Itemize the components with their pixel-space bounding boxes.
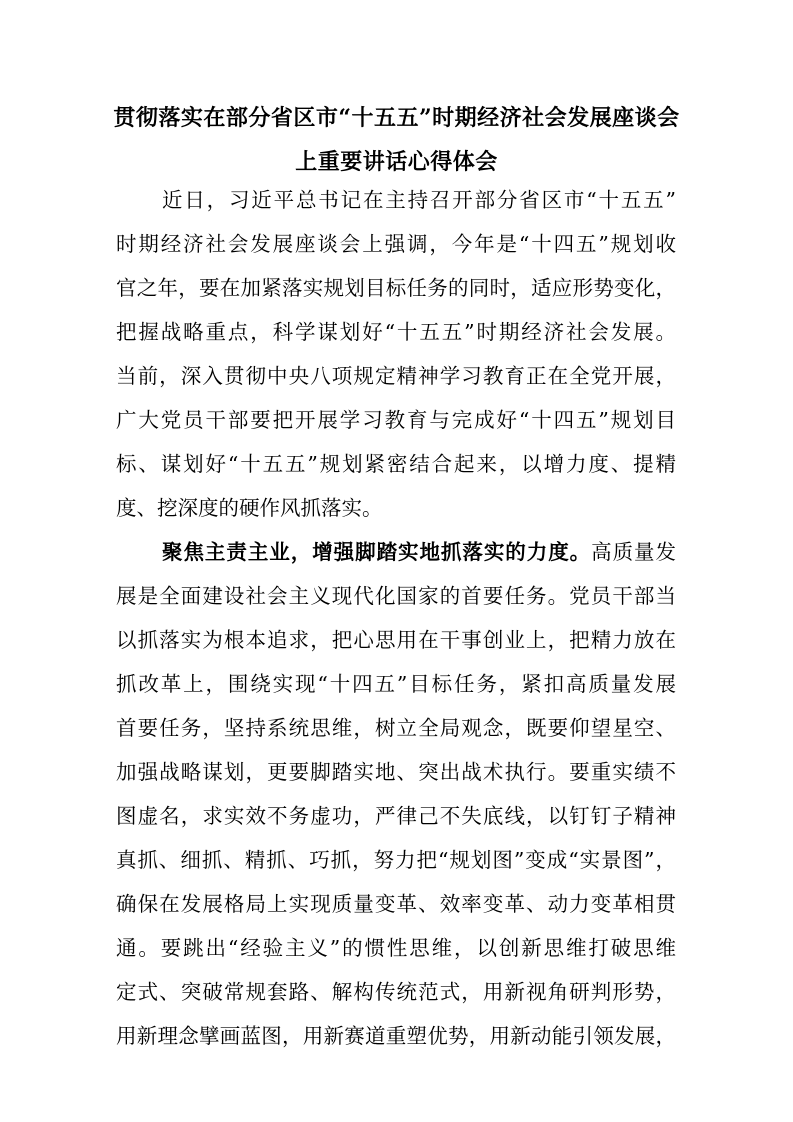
paragraph-2-line: 图虚名，求实效不务虚功，严律己不失底线，以钉钉子精神 <box>116 804 676 828</box>
paragraph-2-line: 以抓落实为根本追求，把心思用在干事创业上，把精力放在 <box>116 628 676 652</box>
paragraph-2-first-line <box>162 540 676 564</box>
paragraph-2-first-line-rest: 高质量发 <box>591 540 677 564</box>
paragraph-1-line: 广大党员干部要把开展学习教育与完成好“十四五”规划目 <box>116 408 676 432</box>
paragraph-1-line: 标、谋划好“十五五”规划紧密结合起来，以增力度、提精 <box>116 452 676 476</box>
paragraph-1-line: 当前，深入贯彻中央八项规定精神学习教育正在全党开展， <box>116 364 676 388</box>
paragraph-2-line: 首要任务，坚持系统思维，树立全局观念，既要仰望星空、 <box>116 716 676 740</box>
paragraph-2-line: 通。要跳出“经验主义”的惯性思维，以创新思维打破思维 <box>116 936 676 960</box>
paragraph-1-line: 时期经济社会发展座谈会上强调，今年是“十四五”规划收 <box>116 232 676 256</box>
paragraph-1-line: 官之年，要在加紧落实规划目标任务的同时，适应形势变化， <box>116 276 676 300</box>
paragraph-2-line: 用新理念擘画蓝图，用新赛道重塑优势，用新动能引领发展， <box>116 1024 676 1048</box>
paragraph-2-heading: 聚焦主责主业，增强脚踏实地抓落实的力度。 <box>162 540 592 564</box>
paragraph-2-line: 加强战略谋划，更要脚踏实地、突出战术执行。要重实绩不 <box>116 760 676 784</box>
document-title-line-1: 贯彻落实在部分省区市“十五五”时期经济社会发展座谈会 <box>113 105 680 131</box>
document-title-line-2: 上重要讲话心得体会 <box>295 149 498 175</box>
paragraph-1-line: 度、挖深度的硬作风抓落实。 <box>116 496 383 520</box>
paragraph-2-line: 确保在发展格局上实现质量变革、效率变革、动力变革相贯 <box>116 892 676 916</box>
paragraph-1-line: 把握战略重点，科学谋划好“十五五”时期经济社会发展。 <box>116 320 676 344</box>
paragraph-2-line: 展是全面建设社会主义现代化国家的首要任务。党员干部当 <box>116 584 676 608</box>
paragraph-1-line: 近日，习近平总书记在主持召开部分省区市“十五五” <box>162 188 676 212</box>
paragraph-2-line: 定式、突破常规套路、解构传统范式，用新视角研判形势， <box>116 980 676 1004</box>
paragraph-2-line: 真抓、细抓、精抓、巧抓，努力把“规划图”变成“实景图”， <box>116 848 676 872</box>
paragraph-2-line: 抓改革上，围绕实现“十四五”目标任务，紧扣高质量发展 <box>116 672 676 696</box>
